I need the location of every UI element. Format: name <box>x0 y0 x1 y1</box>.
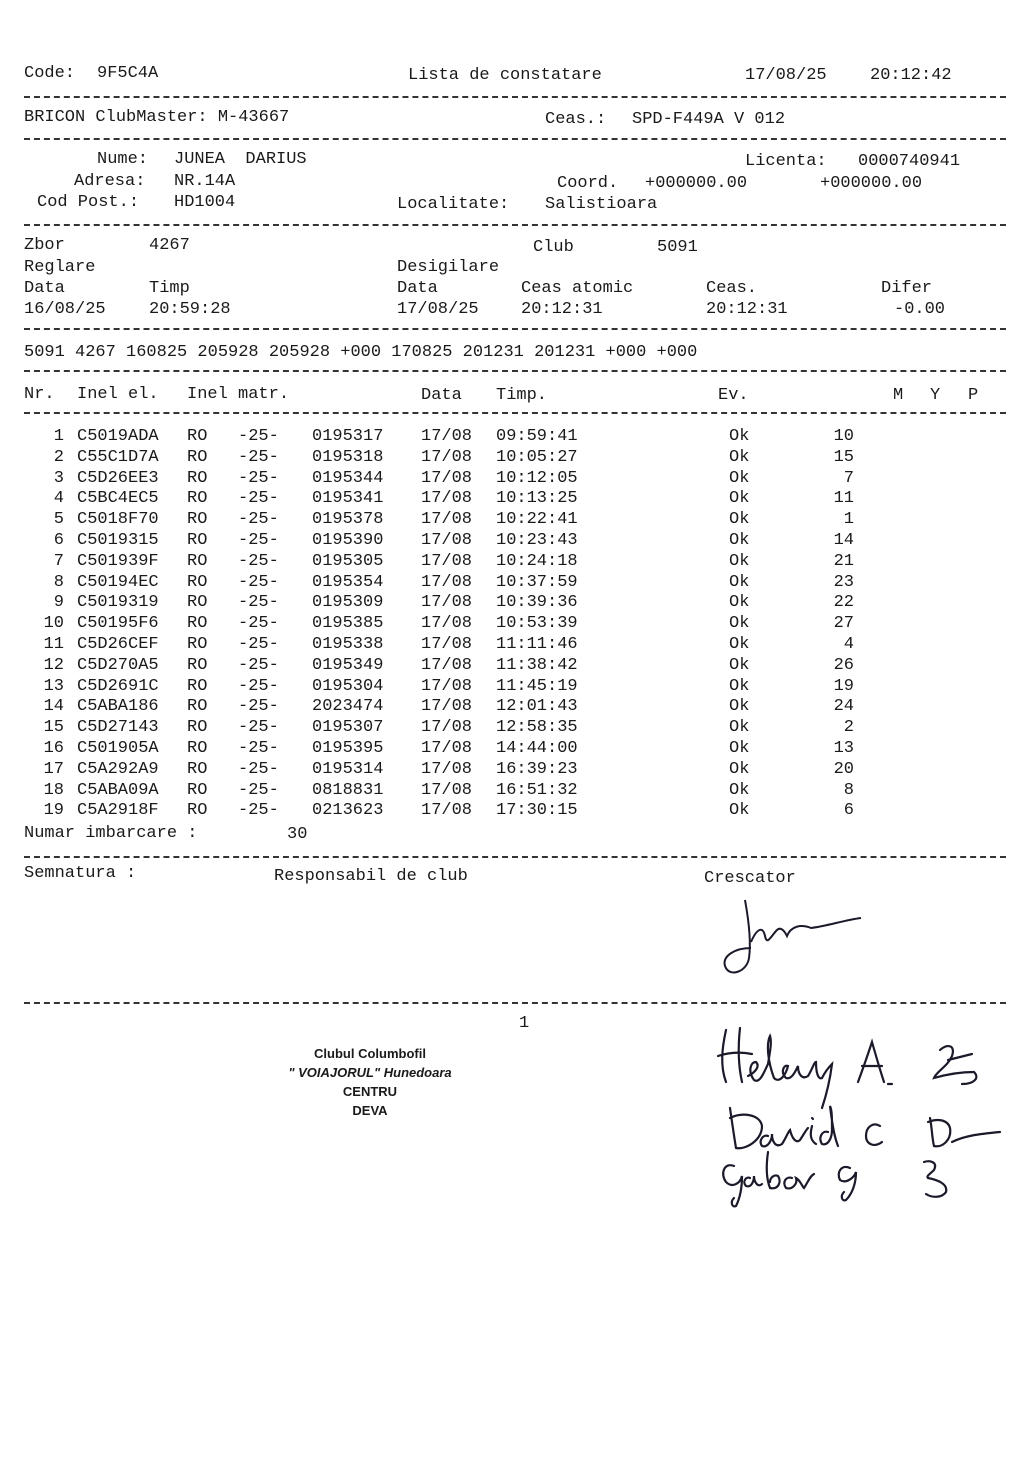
cell-m: 4 <box>843 635 854 654</box>
cell-inel-matr: 0195378 <box>312 510 384 530</box>
cell-country: RO <box>187 531 208 550</box>
cell-inel-matr: 0195305 <box>312 551 384 571</box>
cell-country: RO <box>187 427 208 446</box>
crescator-label: Crescator <box>704 869 796 888</box>
cell-inel-el: C5D270A5 <box>77 655 159 675</box>
col-header-timp: Timp. <box>496 386 548 405</box>
divider <box>24 224 1006 226</box>
cell-country: RO <box>187 739 208 758</box>
divider <box>24 412 1006 414</box>
cell-data: 17/08 <box>421 551 473 571</box>
cell-m: 24 <box>833 697 854 717</box>
zbor-label: Zbor <box>24 236 65 255</box>
col-header-m: M <box>893 386 904 405</box>
cell-nr: 4 <box>53 489 64 509</box>
cell-inel-matr: 0195385 <box>312 614 384 634</box>
cell-year: -25- <box>238 489 279 509</box>
cell-year: -25- <box>238 447 279 467</box>
code-label: Code: <box>24 64 76 83</box>
cell-m: 8 <box>843 780 854 800</box>
cell-ev: Ok <box>729 697 750 717</box>
cell-country: RO <box>187 489 208 509</box>
cell-inel-matr: 0195395 <box>312 739 384 758</box>
cell-country: RO <box>187 635 208 654</box>
license-label: Licenta: <box>745 152 827 171</box>
cell-inel-el: C5D26EE3 <box>77 468 159 488</box>
cell-ev: Ok <box>729 427 750 446</box>
cell-country: RO <box>187 676 208 696</box>
cell-data: 17/08 <box>421 801 473 821</box>
license-value: 0000740941 <box>858 152 961 171</box>
cell-data: 17/08 <box>421 780 473 800</box>
name-value: JUNEA DARIUS <box>174 150 307 169</box>
cell-nr: 19 <box>43 801 64 821</box>
cell-m: 22 <box>833 593 854 613</box>
timp-label: Timp <box>149 279 190 298</box>
data-label: Data <box>24 279 65 298</box>
cell-inel-matr: 0195349 <box>312 655 384 675</box>
cell-m: 21 <box>833 551 854 571</box>
header-date: 17/08/25 <box>745 66 827 85</box>
cell-year: -25- <box>238 593 279 613</box>
cell-data: 17/08 <box>421 427 473 446</box>
cell-year: -25- <box>238 510 279 530</box>
cell-year: -25- <box>238 572 279 592</box>
cell-data: 17/08 <box>421 447 473 467</box>
cell-inel-el: C5A292A9 <box>77 759 159 779</box>
col-header-data: Data <box>421 386 462 405</box>
page-number: 1 <box>519 1014 530 1033</box>
address-value: NR.14A <box>174 172 236 191</box>
cell-country: RO <box>187 718 208 738</box>
clock-value: SPD-F449A V 012 <box>632 110 786 129</box>
code-value: 9F5C4A <box>97 64 159 83</box>
cell-inel-matr: 0818831 <box>312 780 384 800</box>
cell-ev: Ok <box>729 572 750 592</box>
cell-nr: 5 <box>53 510 64 530</box>
cell-m: 13 <box>833 739 854 758</box>
ceas-label: Ceas. <box>706 279 758 298</box>
name-label: Nume: <box>97 150 149 169</box>
cell-inel-el: C5BC4EC5 <box>77 489 159 509</box>
divider <box>24 856 1006 858</box>
cell-inel-matr: 0195341 <box>312 489 384 509</box>
cell-data: 17/08 <box>421 531 473 550</box>
cell-timp: 16:51:32 <box>496 780 578 800</box>
cell-nr: 15 <box>43 718 64 738</box>
cell-nr: 11 <box>43 635 64 654</box>
cell-m: 20 <box>833 759 854 779</box>
cell-year: -25- <box>238 697 279 717</box>
stamp-line-1: Clubul Columbofil <box>314 1046 426 1061</box>
cell-data: 17/08 <box>421 489 473 509</box>
cell-inel-el: C5D2691C <box>77 676 159 696</box>
cell-inel-matr: 0195318 <box>312 447 384 467</box>
coord-label: Coord. <box>557 174 619 193</box>
divider <box>24 370 1006 372</box>
cell-data: 17/08 <box>421 697 473 717</box>
cell-ev: Ok <box>729 739 750 758</box>
cell-year: -25- <box>238 551 279 571</box>
cell-m: 15 <box>833 447 854 467</box>
cell-country: RO <box>187 759 208 779</box>
cell-ev: Ok <box>729 759 750 779</box>
cell-nr: 7 <box>53 551 64 571</box>
cell-data: 17/08 <box>421 510 473 530</box>
cell-year: -25- <box>238 531 279 550</box>
stamp-line-2: " VOIAJORUL" Hunedoara <box>288 1065 452 1080</box>
cell-ev: Ok <box>729 718 750 738</box>
cell-m: 7 <box>843 468 854 488</box>
cell-nr: 13 <box>43 676 64 696</box>
document-title: Lista de constatare <box>408 66 602 85</box>
cell-inel-el: C5018F70 <box>77 510 159 530</box>
cell-nr: 17 <box>43 759 64 779</box>
cell-nr: 16 <box>43 739 64 758</box>
cell-m: 19 <box>833 676 854 696</box>
reglare-label: Reglare <box>24 258 96 277</box>
cell-timp: 10:39:36 <box>496 593 578 613</box>
cell-country: RO <box>187 551 208 571</box>
reglare-date: 16/08/25 <box>24 300 106 319</box>
boarding-value: 30 <box>287 825 308 844</box>
cell-timp: 10:23:43 <box>496 531 578 550</box>
cell-m: 6 <box>843 801 854 821</box>
cell-nr: 2 <box>53 447 64 467</box>
cell-country: RO <box>187 593 208 613</box>
cell-ev: Ok <box>729 635 750 654</box>
col-header-y: Y <box>930 386 941 405</box>
boarding-label: Numar imbarcare : <box>24 824 198 843</box>
cell-m: 27 <box>833 614 854 634</box>
semnatura-label: Semnatura : <box>24 864 137 883</box>
cell-ev: Ok <box>729 614 750 634</box>
difer-label: Difer <box>881 279 933 298</box>
cell-ev: Ok <box>729 593 750 613</box>
cell-inel-el: C5019319 <box>77 593 159 613</box>
cell-country: RO <box>187 780 208 800</box>
cell-timp: 10:53:39 <box>496 614 578 634</box>
cell-ev: Ok <box>729 468 750 488</box>
software-version: BRICON ClubMaster: M-43667 <box>24 108 290 127</box>
cell-data: 17/08 <box>421 614 473 634</box>
address-label: Adresa: <box>74 172 146 191</box>
stamp-line-3: CENTRU <box>342 1084 398 1099</box>
cell-m: 11 <box>833 489 854 509</box>
cell-year: -25- <box>238 801 279 821</box>
cell-timp: 10:13:25 <box>496 489 578 509</box>
cell-ev: Ok <box>729 676 750 696</box>
cell-year: -25- <box>238 780 279 800</box>
cell-inel-el: C50195F6 <box>77 614 159 634</box>
cell-inel-el: C501939F <box>77 551 159 571</box>
cell-timp: 10:12:05 <box>496 468 578 488</box>
desigilare-date: 17/08/25 <box>397 300 479 319</box>
cell-year: -25- <box>238 635 279 654</box>
cell-country: RO <box>187 801 208 821</box>
col-header-nr: Nr. <box>24 385 55 404</box>
cell-inel-el: C5ABA186 <box>77 697 159 717</box>
cell-year: -25- <box>238 759 279 779</box>
cell-inel-el: C5D27143 <box>77 718 159 738</box>
summary-line: 5091 4267 160825 205928 205928 +000 170825 201231 201231 +000 +000 <box>24 343 698 362</box>
cell-ev: Ok <box>729 551 750 571</box>
cell-timp: 10:37:59 <box>496 572 578 592</box>
cell-timp: 16:39:23 <box>496 759 578 779</box>
cell-m: 26 <box>833 655 854 675</box>
cell-inel-matr: 0195390 <box>312 531 384 550</box>
cell-year: -25- <box>238 655 279 675</box>
cell-ev: Ok <box>729 489 750 509</box>
cell-inel-el: C501905A <box>77 739 159 758</box>
coord-y: +000000.00 <box>820 174 923 193</box>
divider <box>24 96 1006 98</box>
cell-inel-matr: 0195354 <box>312 572 384 592</box>
cell-data: 17/08 <box>421 739 473 758</box>
locality-value: Salistioara <box>545 195 658 214</box>
desigilare-label: Desigilare <box>397 258 500 277</box>
club-value: 5091 <box>657 238 698 257</box>
cell-data: 17/08 <box>421 676 473 696</box>
cell-country: RO <box>187 572 208 592</box>
cell-ev: Ok <box>729 531 750 550</box>
reglare-time: 20:59:28 <box>149 300 231 319</box>
atomic-time: 20:12:31 <box>521 300 603 319</box>
cell-year: -25- <box>238 427 279 446</box>
divider <box>24 138 1006 140</box>
cell-timp: 10:05:27 <box>496 447 578 467</box>
cell-inel-matr: 0195314 <box>312 759 384 779</box>
handwritten-commission-signatures <box>712 1022 1012 1212</box>
cell-nr: 10 <box>43 614 64 634</box>
postcode-value: HD1004 <box>174 193 236 212</box>
cell-inel-matr: 0195304 <box>312 676 384 696</box>
cell-inel-matr: 0195317 <box>312 427 384 446</box>
clock-label: Ceas.: <box>545 110 607 129</box>
cell-year: -25- <box>238 739 279 758</box>
cell-inel-matr: 0213623 <box>312 801 384 821</box>
cell-m: 1 <box>843 510 854 530</box>
cell-country: RO <box>187 655 208 675</box>
cell-data: 17/08 <box>421 593 473 613</box>
cell-nr: 9 <box>53 593 64 613</box>
cell-inel-matr: 0195309 <box>312 593 384 613</box>
cell-m: 2 <box>843 718 854 738</box>
cell-timp: 11:45:19 <box>496 676 578 696</box>
club-stamp <box>240 1044 500 1120</box>
col-header-inel-el: Inel el. <box>77 385 159 404</box>
cell-inel-matr: 2023474 <box>312 697 384 717</box>
cell-timp: 12:58:35 <box>496 718 578 738</box>
header-time: 20:12:42 <box>870 66 952 85</box>
col-header-inel-matr: Inel matr. <box>187 385 290 404</box>
cell-ev: Ok <box>729 447 750 467</box>
cell-timp: 11:38:42 <box>496 655 578 675</box>
difer-value: -0.00 <box>894 300 946 319</box>
cell-m: 10 <box>833 427 854 446</box>
postcode-label: Cod Post.: <box>37 193 140 212</box>
cell-country: RO <box>187 447 208 467</box>
cell-timp: 09:59:41 <box>496 427 578 446</box>
cell-nr: 18 <box>43 780 64 800</box>
ceas-time: 20:12:31 <box>706 300 788 319</box>
cell-country: RO <box>187 510 208 530</box>
crescator-signature <box>715 892 875 984</box>
cell-country: RO <box>187 697 208 717</box>
cell-ev: Ok <box>729 780 750 800</box>
cell-inel-el: C5019315 <box>77 531 159 550</box>
cell-nr: 8 <box>53 572 64 592</box>
col-header-p: P <box>968 386 979 405</box>
cell-data: 17/08 <box>421 468 473 488</box>
club-label: Club <box>533 238 574 257</box>
cell-country: RO <box>187 468 208 488</box>
cell-year: -25- <box>238 468 279 488</box>
cell-inel-matr: 0195344 <box>312 468 384 488</box>
cell-nr: 1 <box>53 427 64 446</box>
cell-timp: 10:24:18 <box>496 551 578 571</box>
cell-nr: 12 <box>43 655 64 675</box>
col-header-ev: Ev. <box>718 386 749 405</box>
cell-inel-matr: 0195338 <box>312 635 384 654</box>
cell-data: 17/08 <box>421 635 473 654</box>
cell-timp: 12:01:43 <box>496 697 578 717</box>
cell-ev: Ok <box>729 801 750 821</box>
cell-inel-el: C5ABA09A <box>77 780 159 800</box>
cell-data: 17/08 <box>421 759 473 779</box>
data2-label: Data <box>397 279 438 298</box>
cell-inel-el: C50194EC <box>77 572 159 592</box>
cell-m: 23 <box>833 572 854 592</box>
cell-data: 17/08 <box>421 655 473 675</box>
cell-timp: 17:30:15 <box>496 801 578 821</box>
cell-inel-el: C55C1D7A <box>77 447 159 467</box>
cell-data: 17/08 <box>421 718 473 738</box>
divider <box>24 328 1006 330</box>
cell-inel-el: C5019ADA <box>77 427 159 446</box>
cell-ev: Ok <box>729 510 750 530</box>
cell-nr: 14 <box>43 697 64 717</box>
cell-year: -25- <box>238 718 279 738</box>
cell-inel-el: C5A2918F <box>77 801 159 821</box>
cell-inel-matr: 0195307 <box>312 718 384 738</box>
zbor-value: 4267 <box>149 236 190 255</box>
cell-year: -25- <box>238 676 279 696</box>
cell-timp: 11:11:46 <box>496 635 578 654</box>
cell-timp: 14:44:00 <box>496 739 578 758</box>
divider <box>24 1002 1006 1004</box>
cell-inel-el: C5D26CEF <box>77 635 159 654</box>
coord-x: +000000.00 <box>645 174 748 193</box>
locality-label: Localitate: <box>397 195 510 214</box>
cell-ev: Ok <box>729 655 750 675</box>
cell-year: -25- <box>238 614 279 634</box>
stamp-line-4: DEVA <box>352 1103 388 1118</box>
cell-country: RO <box>187 614 208 634</box>
ceas-atomic-label: Ceas atomic <box>521 279 634 298</box>
cell-nr: 6 <box>53 531 64 550</box>
cell-m: 14 <box>833 531 854 550</box>
cell-nr: 3 <box>53 468 64 488</box>
cell-data: 17/08 <box>421 572 473 592</box>
responsabil-label: Responsabil de club <box>274 867 468 886</box>
cell-timp: 10:22:41 <box>496 510 578 530</box>
